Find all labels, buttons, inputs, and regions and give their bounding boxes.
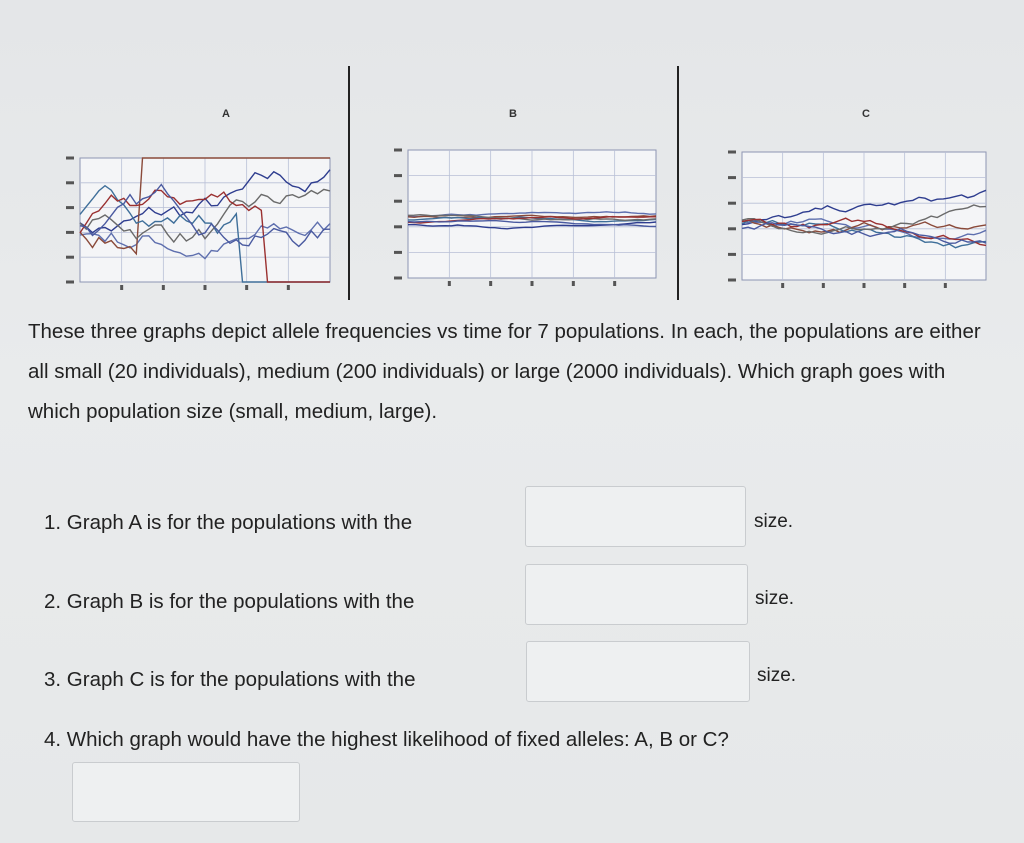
question-1-text: 1. Graph A is for the populations with the (44, 511, 413, 534)
graph-a-y-tick (66, 157, 74, 160)
question-4-text: 4. Which graph would have the highest likelihood of fixed alleles: A, B or C? (44, 728, 729, 751)
graph-a-x-tick (204, 285, 207, 290)
graph-a-x-tick (287, 285, 290, 290)
graph-c-x-tick (822, 283, 825, 288)
graph-a-y-tick (66, 181, 74, 184)
graph-a-x-tick (245, 285, 248, 290)
graph-c-label: C (862, 108, 870, 120)
graph-c-x-tick (781, 283, 784, 288)
graph-a-x-tick (120, 285, 123, 290)
graph-b-y-tick (394, 251, 402, 254)
question-2-suffix: size. (755, 588, 795, 609)
graph-b-y-tick (394, 200, 402, 203)
graph-c-y-tick (728, 151, 736, 154)
graph-c-plot (706, 142, 998, 294)
question-3-answer-box[interactable] (526, 641, 750, 702)
question-prompt: These three graphs depict allele frequencies vs time for 7 populations. In each, the populations are either all small (20 individuals), medium (200 individuals) or large (2000 individuals). Which graph goes with which population size (small, medium, large). (28, 320, 981, 423)
graph-a-plot (56, 148, 340, 298)
graph-b-y-tick (394, 277, 402, 280)
question-2-answer-box[interactable] (525, 564, 748, 625)
question-3-text: 3. Graph C is for the populations with the (44, 668, 416, 691)
divider-left (348, 66, 350, 300)
graph-a-y-tick (66, 231, 74, 234)
question-1-answer-box[interactable] (525, 486, 746, 547)
question-3-suffix: size. (757, 665, 797, 686)
graph-c-x-tick (903, 283, 906, 288)
graph-c-y-tick (728, 176, 736, 179)
question-1-suffix: size. (754, 511, 794, 532)
graphs-row (0, 0, 1024, 310)
graph-c-y-tick (728, 202, 736, 205)
graph-a-y-tick (66, 206, 74, 209)
graph-b-plot (372, 138, 668, 306)
graph-b-x-tick (572, 281, 575, 286)
graph-b-y-tick (394, 149, 402, 152)
question-2-text: 2. Graph B is for the populations with the (44, 590, 415, 613)
graph-b-x-tick (613, 281, 616, 286)
graph-c-x-tick (863, 283, 866, 288)
graph-a-y-tick (66, 256, 74, 259)
graph-b-x-tick (448, 281, 451, 286)
question-4-answer-box[interactable] (72, 762, 300, 822)
graph-c-x-tick (944, 283, 947, 288)
graph-c-y-tick (728, 279, 736, 282)
graph-b-x-tick (531, 281, 534, 286)
divider-right (677, 66, 679, 300)
graph-b-x-tick (489, 281, 492, 286)
graph-b-y-tick (394, 174, 402, 177)
graph-b-label: B (509, 108, 517, 120)
graph-b-y-tick (394, 225, 402, 228)
graph-a-y-tick (66, 281, 74, 284)
graph-c-y-tick (728, 227, 736, 230)
graph-a-x-tick (162, 285, 165, 290)
graph-c-y-tick (728, 253, 736, 256)
graph-a-label: A (222, 108, 230, 120)
